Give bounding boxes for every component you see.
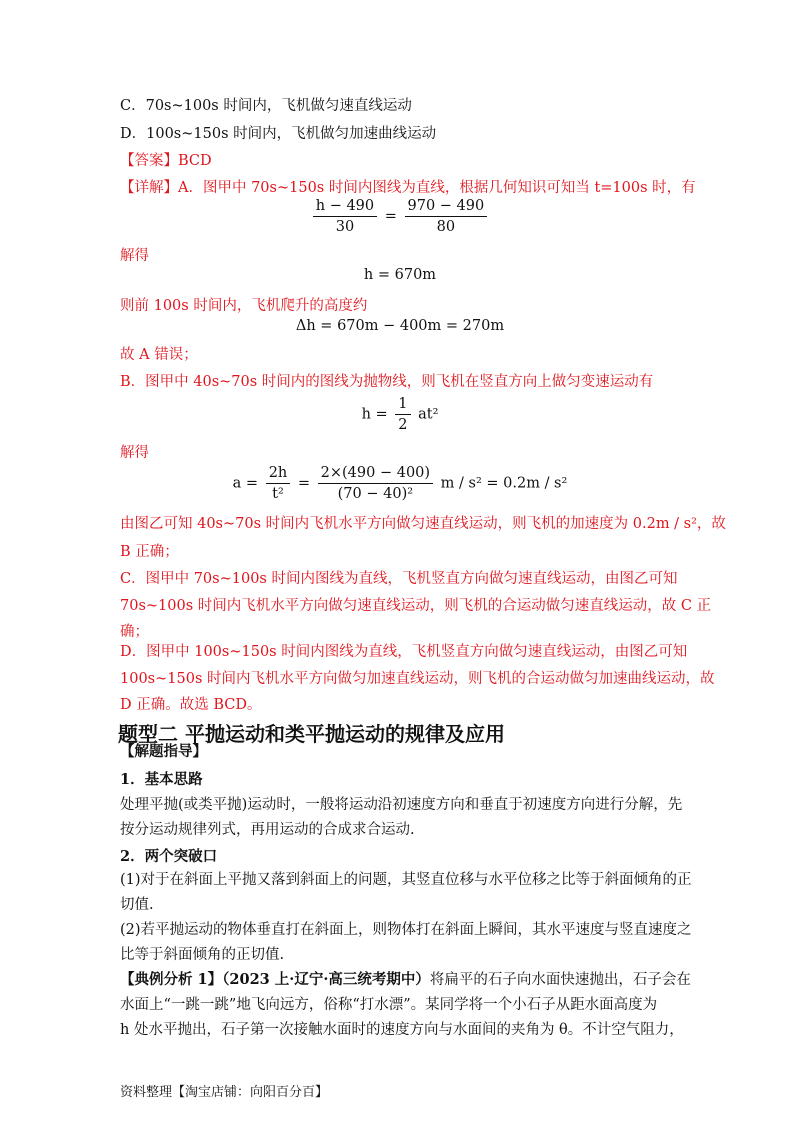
fraction	[313, 196, 377, 237]
numerator: 970 − 490	[405, 196, 488, 217]
equation-ratio	[0, 196, 800, 237]
numerator: 1	[395, 394, 410, 415]
prev-height-line: 则前 100s 时间内，飞机爬升的高度约	[120, 298, 368, 314]
example-text: 将扁平的石子向水面快速抛出，石子会在	[429, 972, 691, 988]
lhs: a =	[232, 475, 259, 492]
example-label: 【典例分析 1】（2023 上·辽宁·高三统考期中）	[120, 971, 430, 988]
paragraph-line: (1)对于在斜面上平抛又落到斜面上的问题，其竖直位移与水平位移之比等于斜面倾角的正	[120, 872, 692, 888]
numerator: 2×(490 − 400)	[318, 463, 433, 484]
fraction	[318, 463, 433, 504]
paragraph-line: 按分运动规律列式，再用运动的合成求合运动.	[120, 822, 415, 838]
c-explain-1: C．图甲中 70s~100s 时间内图线为直线，飞机竖直方向做匀速直线运动，由图乙可知	[120, 571, 678, 587]
answer-line: 【答案】BCD	[120, 153, 212, 169]
jiede-2: 解得	[120, 445, 149, 461]
equation-acceleration	[0, 463, 800, 504]
equation-parabola	[0, 394, 800, 435]
rhs: at²	[418, 406, 439, 423]
option-c: C．70s~100s 时间内，飞机做匀速直线运动	[120, 98, 412, 114]
paragraph-line: (2)若平抛运动的物体垂直打在斜面上，则物体打在斜面上瞬间，其水平速度与竖直速度之	[120, 922, 692, 938]
denominator: t²	[272, 486, 284, 502]
example-line-1	[120, 970, 691, 990]
subheading-basic-idea: 1．基本思路	[120, 771, 203, 788]
option-d: D．100s~150s 时间内，飞机做匀加速曲线运动	[120, 126, 437, 142]
b-explain-2: B 正确；	[120, 544, 179, 560]
rhs: m / s² = 0.2m / s²	[440, 475, 568, 492]
section-title: 题型二 平抛运动和类平抛运动的规律及应用	[118, 722, 505, 746]
option-b-detail: B．图甲中 40s~70s 时间内的图线为抛物线，则飞机在竖直方向上做匀变速运动有	[120, 374, 654, 390]
denominator: 80	[436, 219, 456, 235]
denominator: 30	[335, 219, 355, 235]
d-explain-1: D．图甲中 100s~150s 时间内图线为直线，飞机竖直方向做匀速直线运动，由图乙可知	[120, 644, 688, 660]
page-footer: 资料整理【淘宝店铺：向阳百分百】	[120, 1085, 329, 1100]
numerator: h − 490	[313, 196, 377, 217]
fraction	[405, 196, 488, 237]
jiede-1: 解得	[120, 248, 149, 264]
a-wrong-line: 故 A 错误；	[120, 347, 198, 363]
detail-a: 【详解】A．图甲中 70s~150s 时间内图线为直线，根据几何知识可知当 t=100s 时，有	[120, 180, 696, 196]
c-explain-2: 70s~100s 时间内飞机水平方向做匀速直线运动，则飞机的合运动做匀速直线运动，故 C 正	[120, 598, 712, 614]
example-line-2: 水面上“一跳一跳”地飞向远方，俗称“打水漂”。某同学将一个小石子从距水面高度为	[120, 997, 658, 1013]
denominator: (70 − 40)²	[337, 486, 414, 502]
paragraph-line: 比等于斜面倾角的正切值.	[120, 947, 285, 963]
denominator: 2	[398, 417, 408, 433]
b-explain-1: 由图乙可知 40s~70s 时间内飞机水平方向做匀速直线运动，则飞机的加速度为 0.2m / s²，故	[120, 516, 726, 532]
subheading-breakthrough: 2．两个突破口	[120, 848, 218, 865]
equation-h: h = 670m	[363, 267, 437, 283]
lhs: h =	[361, 406, 388, 423]
d-explain-3: D 正确。故选 BCD。	[120, 697, 262, 713]
c-explain-3: 确；	[120, 624, 149, 640]
example-line-3: h 处水平抛出，石子第一次接触水面时的速度方向与水面间的夹角为 θ。不计空气阻力，	[120, 1022, 684, 1038]
paragraph-line: 切值.	[120, 897, 154, 913]
fraction	[266, 463, 291, 504]
numerator: 2h	[266, 463, 291, 484]
paragraph-line: 处理平抛(或类平抛)运动时，一般将运动沿初速度方向和垂直于初速度方向进行分解，先	[120, 797, 683, 813]
d-explain-2: 100s~150s 时间内飞机水平方向做匀加速直线运动，则飞机的合运动做匀加速曲线运动，故	[120, 671, 715, 687]
equals-sign: =	[384, 208, 397, 225]
fraction	[395, 394, 410, 435]
guide-label: 【解题指导】	[120, 743, 207, 760]
equation-delta-h: Δh = 670m − 400m = 270m	[295, 318, 505, 334]
equals-sign: =	[297, 475, 311, 492]
